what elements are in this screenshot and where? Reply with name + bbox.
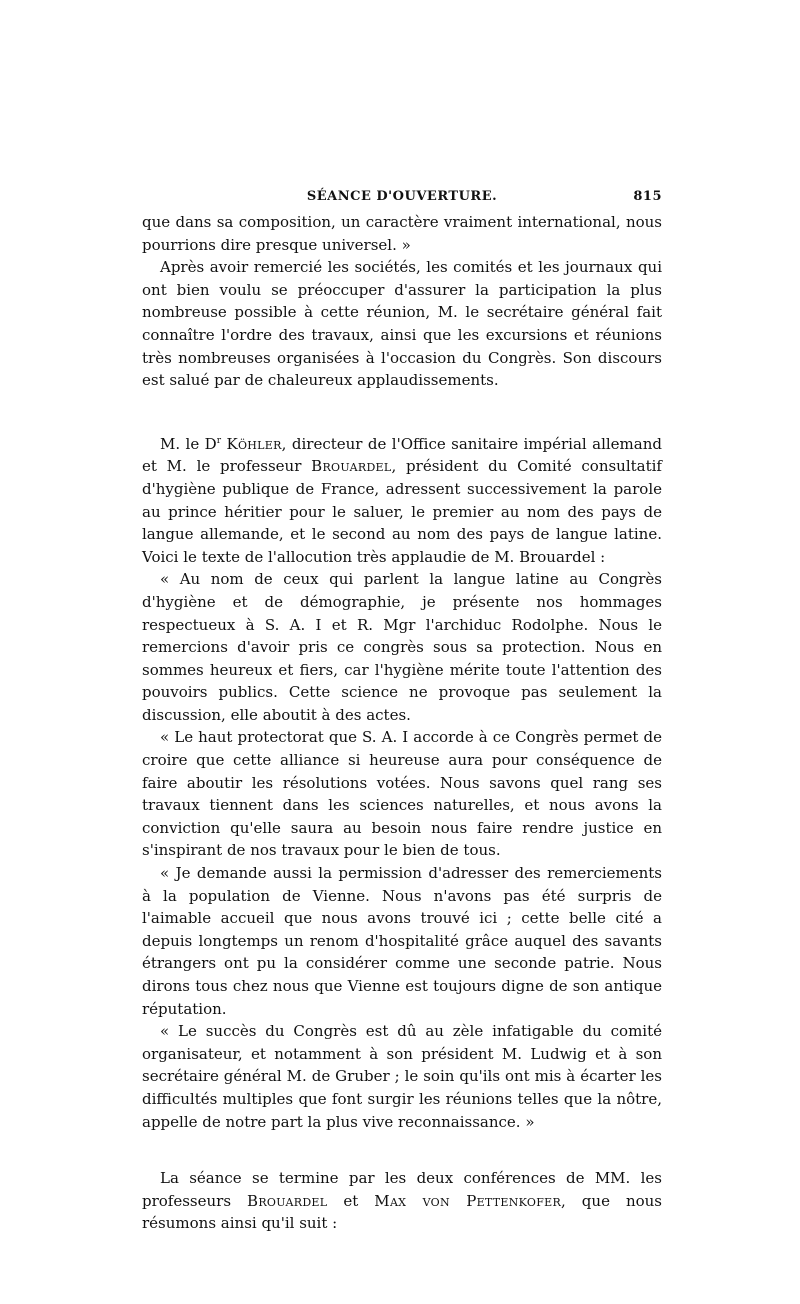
running-title: SÉANCE D'OUVERTURE.	[306, 189, 498, 204]
paragraph-allocution-4: « Le succès du Congrès est dû au zèle infatigable du comité organisateur, et notamment à son président M. Ludwig et à son secrétaire général M. de Gruber ; le soin qu'ils ont mis à écarter les difficultés multiples que font surgir les réunions telles que la nôtre, appelle de notre part la plus vive reconnaissance. »	[142, 1022, 662, 1131]
paragraph-allocution-1: « Au nom de ceux qui parlent la langue latine au Congrès d'hygiène et de démographie, je présente nos hommages respectueux à S. A. I et R. Mgr l'archiduc Rodolphe. Nous le remercions d'avoir pris ce congrès sous sa protection. Nous en sommes heureux et fiers, car l'hygiène mérite toute l'attention des pouvoirs publics. Cette science ne provoque pas seulement la discussion, elle aboutit à des actes.	[142, 570, 662, 724]
running-head	[142, 185, 662, 211]
paragraph-closing: La séance se termine par les deux conférences de MM. les professeurs Brouardel et Max von Pettenkofer, que nous résumons ainsi qu'il suit :	[142, 1169, 662, 1233]
page-number: 815	[633, 189, 662, 204]
paragraph-continuation: que dans sa composition, un caractère vraiment international, nous pourrions dire presque universel. »	[142, 213, 662, 254]
book-page	[142, 185, 662, 1235]
paragraph-speeches: M. le $D^r$ Köhler, directeur de l'Office sanitaire impérial allemand et M. le professeur Brouardel, président du Comité consultatif d'hygiène publique de France, adressent successivement la parole au prince héritier pour le saluer, le premier au nom des pays de langue allemande, et le second au nom des pays de langue latine. Voici le texte de l'allocution très applaudie de M. Brouardel :	[142, 434, 662, 566]
name-pettenkofer: Max von Pettenkofer	[374, 1191, 562, 1210]
spacer	[142, 392, 662, 430]
paragraph-secretary: Après avoir remercié les sociétés, les comités et les journaux qui ont bien voulu se préoccuper d'assurer la participation la plus nombreuse possible à cette réunion, M. le secrétaire général fait connaître l'ordre des travaux, ainsi que les excursions et réunions très nombreuses organisées à l'occasion du Congrès. Son discours est salué par de chaleureux applaudissements.	[142, 258, 662, 390]
spacer	[142, 1133, 662, 1167]
name-brouardel: Brouardel	[311, 457, 392, 476]
paragraph-allocution-3: « Je demande aussi la permission d'adresser des remerciements à la population de Vienne. Nous n'avons pas été surpris de l'aimable accueil que nous avons trouvé ici ; cette belle cité a depuis longtemps un renom d'hospitalité grâce auquel des savants étrangers ont pu la considérer comme une seconde patrie. Nous dirons tous chez nous que Vienne est toujours digne de son antique réputation.	[142, 864, 662, 1018]
name-kohler: Köhler	[226, 434, 282, 453]
name-brouardel-2: Brouardel	[247, 1191, 328, 1210]
paragraph-allocution-2: « Le haut protectorat que S. A. I accorde à ce Congrès permet de croire que cette alliance si heureuse aura pour conséquence de faire aboutir les résolutions votées. Nous savons quel rang ses travaux tiennent dans les sciences naturelles, et nous avons la conviction qu'elle saura au besoin nous faire rendre justice en s'inspirant de nos travaux pour le bien de tous.	[142, 728, 662, 860]
